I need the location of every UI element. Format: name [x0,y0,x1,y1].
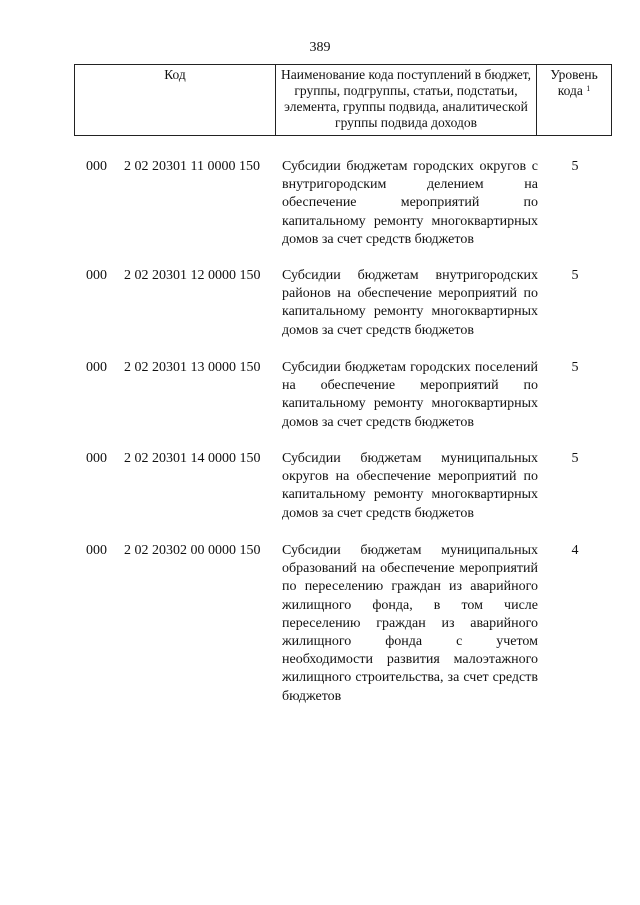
row-name: Субсидии бюджетам городских округов с внутригородским делением на обеспечение мероприятий по капитальному ремонту многоквартирных домов за счет средств бюджетов [282,159,538,247]
row-code: 2 02 20301 14 0000 150 [124,451,261,466]
row-prefix: 000 [86,543,107,558]
row-prefix: 000 [86,360,107,375]
header-level-label: Уровень кода [550,67,598,98]
header-code: Код [75,65,276,135]
row-level: 5 [571,360,579,375]
row-prefix: 000 [86,268,107,283]
header-name: Наименование кода поступлений в бюджет, группы, подгруппы, статьи, подстатьи, элемента, группы подвида, аналитической группы подвида доходов [276,65,537,135]
row-code: 2 02 20301 11 0000 150 [124,159,260,174]
table-header [74,64,612,136]
row-code: 2 02 20302 00 0000 150 [124,543,261,558]
row-level: 4 [571,543,579,558]
row-prefix: 000 [86,451,107,466]
row-name: Субсидии бюджетам муниципальных образований на обеспечение мероприятий по переселению граждан из аварийного жилищного фонда, в том числе переселению граждан из аварийного жилищного фонда с учетом необходимости развития малоэтажного жилищного строительства, за счет средств бюджетов [282,543,538,704]
row-name: Субсидии бюджетам городских поселений на обеспечение мероприятий по капитальному ремонту многоквартирных домов за счет средств бюджетов [282,360,538,430]
page-number: 389 [309,40,331,55]
row-code: 2 02 20301 13 0000 150 [124,360,261,375]
row-code: 2 02 20301 12 0000 150 [124,268,261,283]
row-name: Субсидии бюджетам внутригородских районов на обеспечение мероприятий по капитальному ремонту многоквартирных домов за счет средств бюджетов [282,268,538,338]
row-level: 5 [571,268,579,283]
header-level-footnote: 1 [586,84,591,93]
header-level [537,65,611,135]
row-prefix: 000 [86,159,107,174]
row-name: Субсидии бюджетам муниципальных округов на обеспечение мероприятий по капитальному ремонту многоквартирных домов за счет средств бюджетов [282,451,538,521]
row-level: 5 [571,451,579,466]
row-level: 5 [571,159,579,174]
